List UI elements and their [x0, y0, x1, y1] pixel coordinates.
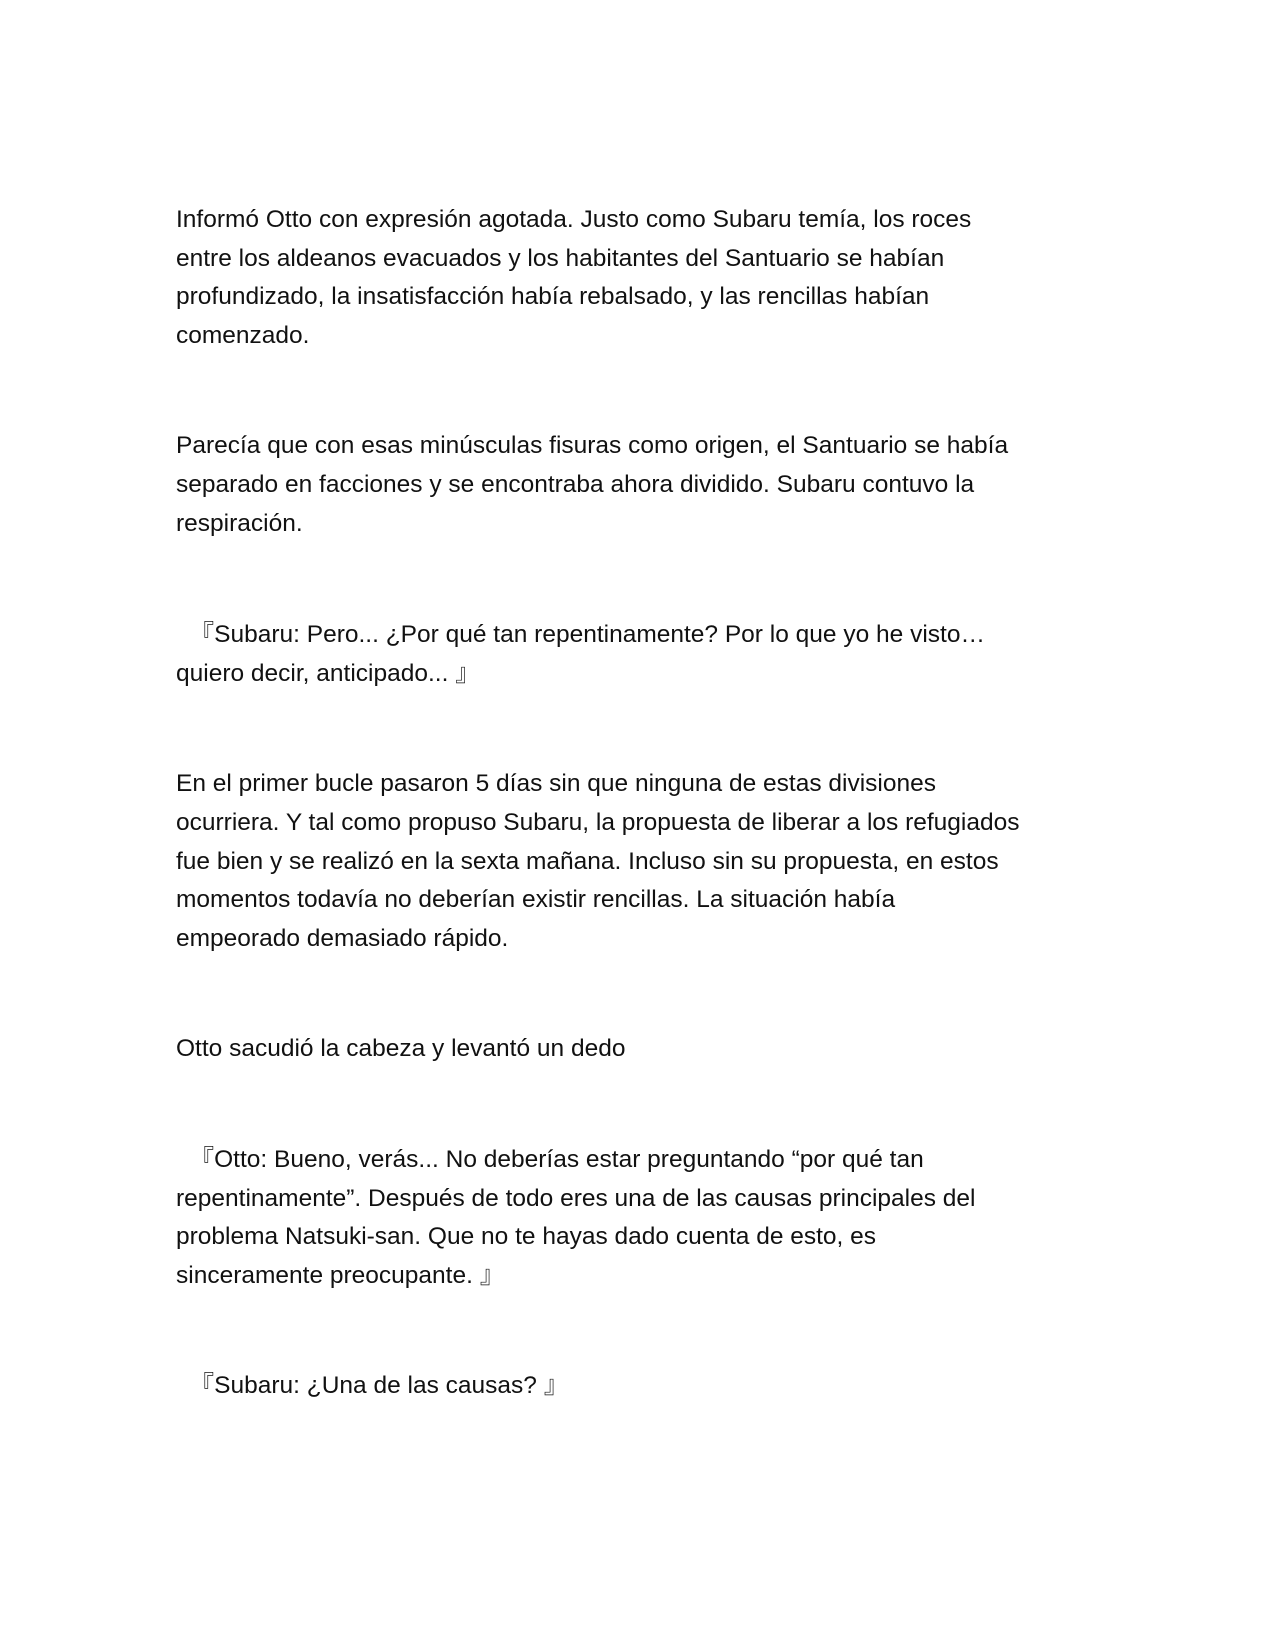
- paragraph-spacer: [176, 355, 1106, 427]
- paragraph-dialogue-otto: 『Otto: Bueno, verás... No deberías estar preguntando “por qué tan repentinamente”. Después de todo eres una de las causas principales del problema Natsuki-san. Que no te hayas dado cuenta de esto, es sinceramente preocupante. 』: [176, 1145, 976, 1289]
- paragraph-narration-1: Informó Otto con expresión agotada. Justo como Subaru temía, los roces entre los aldeanos evacuados y los habitantes del Santuario se habían profundizado, la insatisfacción había rebalsado, y las rencillas habían comenzado.: [176, 206, 972, 349]
- paragraph-narration-3: En el primer bucle pasaron 5 días sin que ninguna de estas divisiones ocurriera. Y tal como propuso Subaru, la propuesta de liberar a los refugiados fue bien y se realizó en la sexta mañana. Incluso sin su propuesta, en estos momentos todavía no deberían existir rencillas. La situación había empeorado demasiado rápido.: [176, 770, 1020, 952]
- paragraph-narration-4: Otto sacudió la cabeza y levantó un dedo: [176, 1035, 626, 1063]
- document-body: [176, 201, 1106, 1406]
- paragraph-spacer: [176, 1295, 1106, 1367]
- paragraph-dialogue-subaru-2: 『Subaru: ¿Una de las causas? 』: [176, 1372, 569, 1400]
- paragraph-spacer: [176, 693, 1106, 765]
- paragraph-narration-2: Parecía que con esas minúsculas fisuras como origen, el Santuario se había separado en facciones y se encontraba ahora dividido. Subaru contuvo la respiración.: [176, 432, 1009, 537]
- paragraph-spacer: [176, 1069, 1106, 1141]
- paragraph-spacer: [176, 543, 1106, 616]
- paragraph-dialogue-subaru-1: 『Subaru: Pero... ¿Por qué tan repentinamente? Por lo que yo he visto… quiero decir, anticipado... 』: [176, 621, 985, 687]
- paragraph-spacer: [176, 958, 1106, 1030]
